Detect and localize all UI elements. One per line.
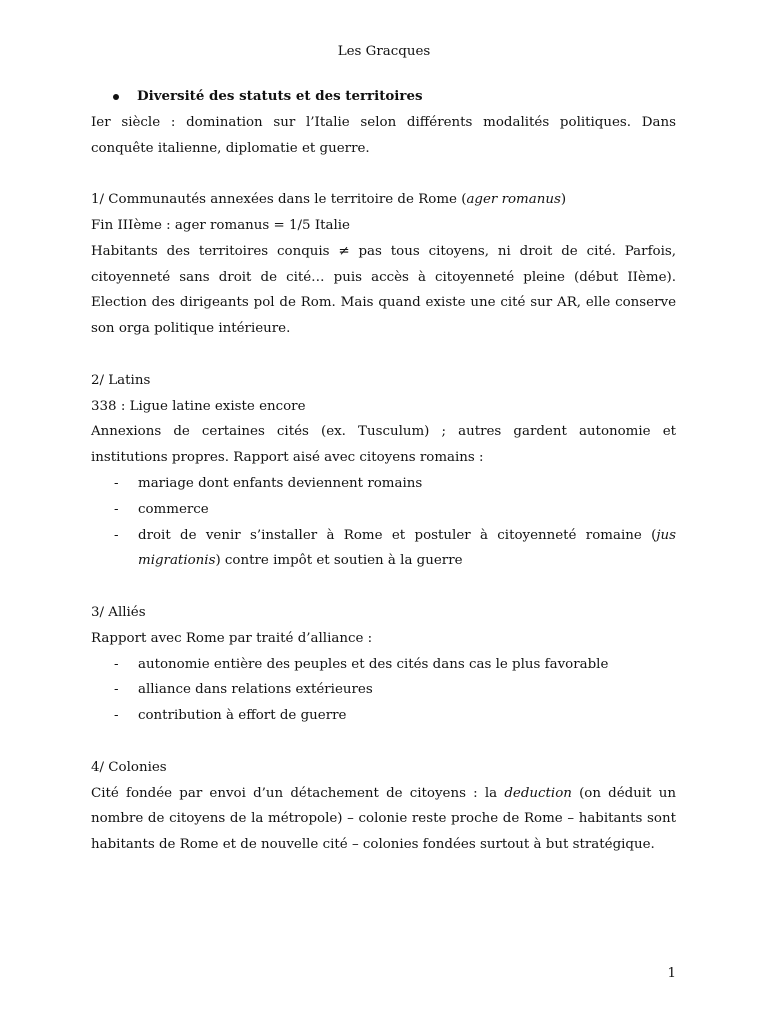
section3-line1: Rapport avec Rome par traité d’alliance : <box>91 630 373 646</box>
list-item <box>91 703 676 729</box>
dash-icon: - <box>114 501 119 517</box>
section4-paragraph <box>91 781 676 858</box>
section1-title <box>91 187 676 213</box>
section1-title-prefix: 1/ Communautés annexées dans le territoire de Rome ( <box>91 192 467 208</box>
list-item-text: droit de venir s’installer à Rome et postuler à citoyenneté romaine ( <box>138 527 657 543</box>
spacer <box>91 161 676 187</box>
spacer <box>91 574 676 600</box>
dash-icon: - <box>114 527 119 543</box>
section1-paragraph: Habitants des territoires conquis ≠ pas tous citoyens, ni droit de cité. Parfois, citoyenneté sans droit de cité… puis accès à citoyenneté pleine (début IIème). Election des dirigeants pol de Rom. Mais quand existe une cité sur AR, elle conserve son orga politique intérieure. <box>91 243 676 337</box>
dash-icon: - <box>114 475 119 491</box>
section3-title: 3/ Alliés <box>91 604 146 620</box>
dash-icon: - <box>114 708 119 724</box>
spacer <box>91 342 676 368</box>
document-body <box>91 84 676 858</box>
list-item-text: contribution à effort de guerre <box>138 708 347 724</box>
section-heading-text: Diversité des statuts et des territoires <box>137 88 423 104</box>
section1-line1: Fin IIIème : ager romanus = 1/5 Italie <box>91 217 350 233</box>
spacer <box>91 729 676 755</box>
dash-icon: - <box>114 682 119 698</box>
list-item <box>91 523 676 575</box>
section2-title: 2/ Latins <box>91 372 151 388</box>
section4-para-prefix: Cité fondée par envoi d’un détachement de citoyens : la <box>91 785 505 801</box>
section2-paragraph: Annexions de certaines cités (ex. Tusculum) ; autres gardent autonomie et institutions propres. Rapport aisé avec citoyens romains : <box>91 424 676 466</box>
intro-paragraph: Ier siècle : domination sur l’Italie selon différents modalités politiques. Dans conquête italienne, diplomatie et guerre. <box>91 114 676 156</box>
page-number: 1 <box>667 966 676 981</box>
section2-list <box>91 471 676 574</box>
list-item-text: alliance dans relations extérieures <box>138 682 373 698</box>
section4-para-suffix: (on déduit un nombre de citoyens de la métropole) – colonie reste proche de Rome – habitants sont habitants de Rome et de nouvelle cité – colonies fondées surtout à but stratégique. <box>91 785 676 853</box>
list-item <box>91 471 676 497</box>
list-item-text: autonomie entière des peuples et des cités dans cas le plus favorable <box>138 656 609 672</box>
section-heading <box>91 84 676 110</box>
list-item-text: commerce <box>138 501 209 517</box>
bullet-icon <box>113 94 119 100</box>
dash-icon: - <box>114 656 119 672</box>
section1-title-italic: ager romanus <box>466 192 561 208</box>
section4-title: 4/ Colonies <box>91 759 167 775</box>
section3-list <box>91 652 676 729</box>
page-title: Les Gracques <box>337 44 431 59</box>
list-item <box>91 652 676 678</box>
section1-title-suffix: ) <box>560 192 567 208</box>
list-item <box>91 497 676 523</box>
list-item-text: mariage dont enfants deviennent romains <box>138 475 423 491</box>
list-item <box>91 677 676 703</box>
list-item-italic: jus migrationis <box>138 527 676 569</box>
section4-para-italic: deduction <box>504 785 572 801</box>
list-item-suffix: ) contre impôt et soutien à la guerre <box>215 553 463 569</box>
section2-line1: 338 : Ligue latine existe encore <box>91 398 306 414</box>
